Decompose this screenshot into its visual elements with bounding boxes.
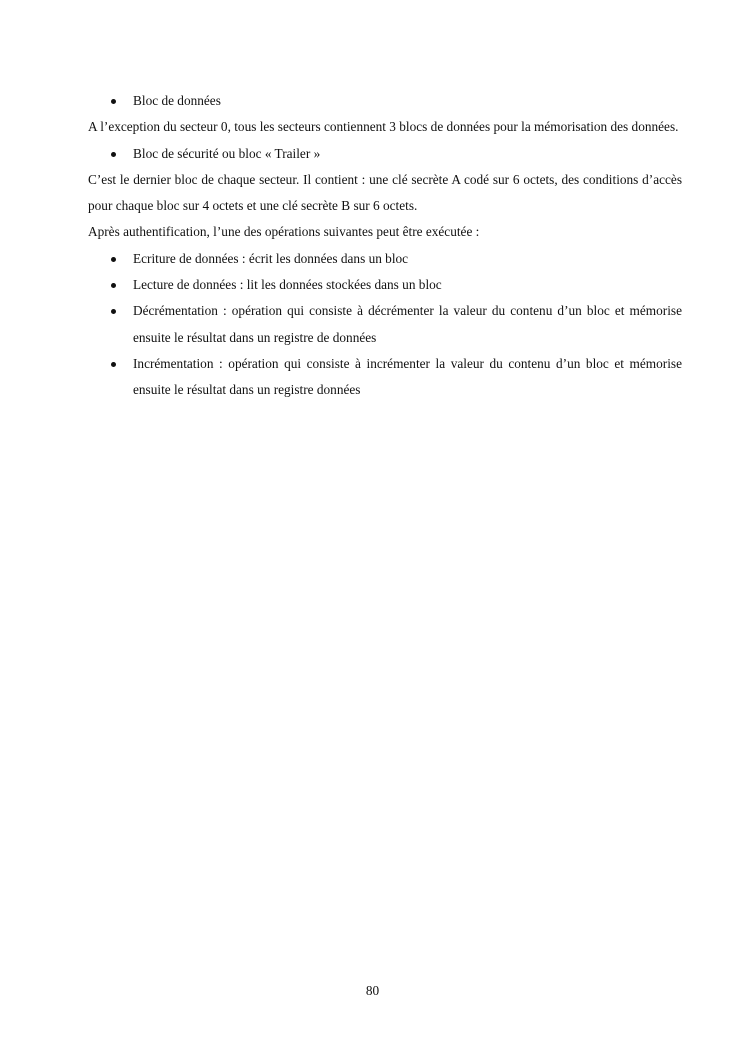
bullet-trailer-block xyxy=(88,141,682,167)
list-item-text: Incrémentation : opération qui consiste à incrémenter la valeur du contenu d’un bloc et mémorise ensuite le résultat dans un registre données xyxy=(133,355,682,398)
bullet-data-block xyxy=(88,88,682,114)
page-body xyxy=(88,88,682,404)
page-number: 80 xyxy=(365,983,380,998)
list-item-read xyxy=(88,272,682,298)
bullet-dot-icon xyxy=(111,152,116,157)
paragraph-trailer: C’est le dernier bloc de chaque secteur. Il contient : une clé secrète A codé sur 6 octets, des conditions d’accès pour chaque bloc sur 4 octets et une clé secrète B sur 6 octets. xyxy=(88,171,682,214)
bullet-dot-icon xyxy=(111,257,116,262)
bullet-text: Bloc de sécurité ou bloc « Trailer » xyxy=(133,145,321,161)
bullet-dot-icon xyxy=(111,99,116,104)
list-item-write xyxy=(88,246,682,272)
bullet-dot-icon xyxy=(111,309,116,314)
bullet-text: Bloc de données xyxy=(133,93,221,108)
bullet-dot-icon xyxy=(111,283,116,288)
list-item-text: Décrémentation : opération qui consiste à décrémenter la valeur du contenu d’un bloc et mémorise ensuite le résultat dans un registre de données xyxy=(133,303,682,345)
bullet-dot-icon xyxy=(111,362,116,367)
list-item-text: Lecture de données : lit les données stockées dans un bloc xyxy=(133,277,442,293)
paragraph-sectors: A l’exception du secteur 0, tous les secteurs contiennent 3 blocs de données pour la mémorisation des données. xyxy=(88,119,679,135)
list-item-increment xyxy=(88,351,682,404)
paragraph-operations-intro: Après authentification, l’une des opérations suivantes peut être exécutée : xyxy=(88,224,480,240)
list-item-text: Ecriture de données : écrit les données dans un bloc xyxy=(133,250,409,266)
list-item-decrement xyxy=(88,298,682,351)
